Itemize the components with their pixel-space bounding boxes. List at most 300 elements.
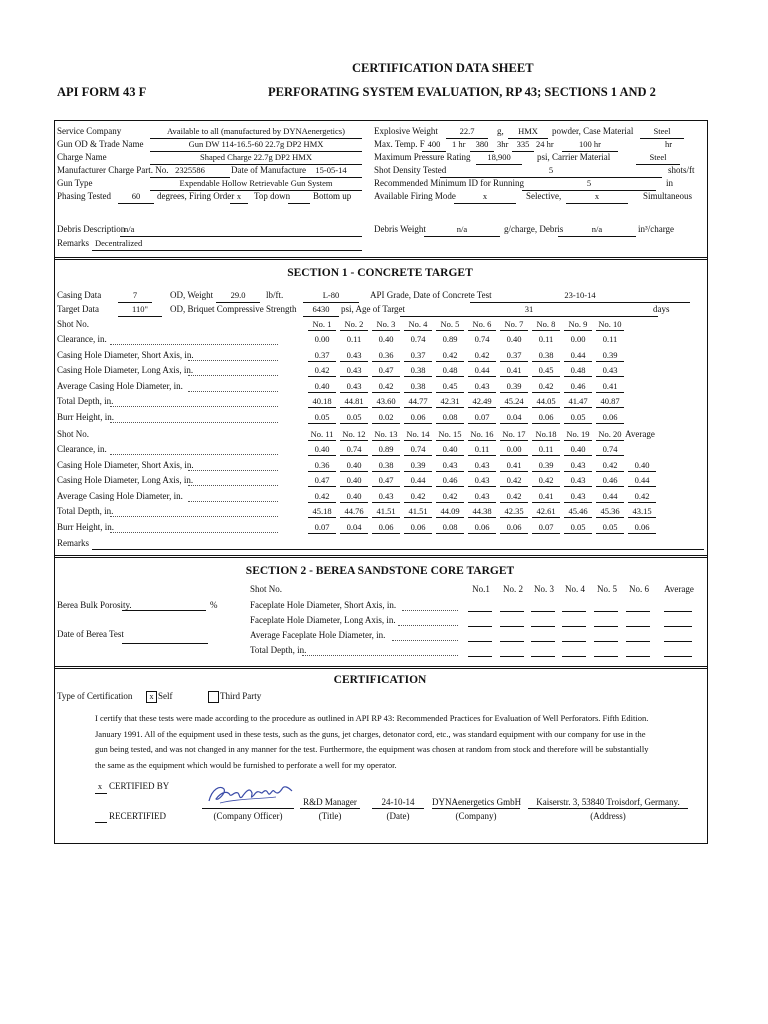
cell-a-avg_a-7: 0.39 (500, 382, 528, 393)
cell-b-depth_b-2: 44.76 (340, 507, 368, 518)
max-temp-3: 335 (516, 139, 530, 149)
certification-statement: I certify that these tests were made according to the procedure as outlined in API RP 43: Recommended Practices for Evaluation of Well Perforators. Fifth Edition. January 1991. All of the equipment used in these tests, such as the guns, jet charges, detonator cord, etc., was standard equipment with our company for use in the gun being tested, and was not changed in any manner for the test. Furthermore, the equipment was chosen at random from stock and therefore will be substantially the same as the equipment which would be furnished to perforate a well for my operator. (95, 713, 649, 770)
s2-blank-4-6[interactable] (626, 656, 650, 657)
cell-a-shots_a-4: No. 4 (404, 320, 432, 331)
cell-a-long_a-8: 0.45 (532, 366, 560, 377)
cell-a-depth_a-7: 45.24 (500, 397, 528, 408)
casing-od-value: 7 (132, 290, 138, 300)
carrier-material-value: Steel (649, 152, 667, 162)
mfr-part-value: 2325586 (175, 165, 205, 175)
company-caption: (Company) (455, 811, 497, 821)
firing-mode-mark-1: x (482, 191, 488, 201)
type-of-certification-label: Type of Certification (57, 691, 133, 701)
psi-age-label: psi, Age of Target (341, 304, 406, 314)
cell-b-depth_b-5: 44.09 (436, 507, 464, 518)
cell-a-long_a-7: 0.41 (500, 366, 528, 377)
officer-caption: (Company Officer) (213, 811, 283, 821)
cell-b-clearance_b-5: 0.40 (436, 445, 464, 456)
service-company-label: Service Company (57, 126, 122, 136)
casing-grade-value: L-80 (322, 290, 340, 300)
cell-a-clearance_a-4: 0.74 (410, 334, 426, 344)
cell-a-shots_a-1: No. 1 (308, 320, 336, 331)
phasing-value: 60 (131, 191, 141, 201)
cell-b-shots_b-1: No. 11 (308, 430, 336, 441)
s2-blank-3-1[interactable] (468, 641, 492, 642)
s2-blank-4-3[interactable] (531, 656, 555, 657)
cell-b-long_b-9: 0.43 (564, 476, 592, 487)
cell-a-avg_a-1: 0.40 (308, 382, 336, 393)
row-label-clearance: Clearance, in. (57, 334, 107, 344)
service-company-value: Available to all (manufactured by DYNAenergetics) (167, 126, 345, 136)
cell-a-avg_a-10: 0.41 (596, 382, 624, 393)
cell-a-depth_a-4: 44.77 (404, 397, 432, 408)
cell-b-depth_b-8: 42.61 (532, 507, 560, 518)
mfr-part-label: Manufacturer Charge Part. No. (57, 165, 169, 175)
signature (206, 781, 296, 811)
row-label-burr-b: Burr Height, in. (57, 522, 114, 532)
cell-b-clearance_b-9: 0.40 (564, 445, 592, 456)
cell-b-clearance_b-2: 0.74 (340, 445, 368, 456)
cell-a-short_a-4: 0.37 (404, 351, 432, 362)
cell-a-short_a-3: 0.36 (372, 351, 400, 362)
cell-a-shots_a-9: No. 9 (564, 320, 592, 331)
debris-weight-value: n/a (456, 224, 468, 234)
cell-a-burr_a-3: 0.02 (372, 413, 400, 424)
cell-a-shots_a-8: No. 8 (532, 320, 560, 331)
cell-b-avg_b-3: 0.43 (372, 492, 400, 503)
s2-col-6: No. 6 (629, 584, 649, 594)
cell-a-shots_a-3: No. 3 (372, 320, 400, 331)
cell-b-long_b-10: 0.46 (596, 476, 624, 487)
cell-b-short_b-1: 0.36 (308, 461, 336, 472)
cell-a-short_a-8: 0.38 (532, 351, 560, 362)
cell-a-long_a-4: 0.38 (404, 366, 432, 377)
cell-a-clearance_a-3: 0.40 (378, 334, 394, 344)
cell-a-long_a-5: 0.48 (436, 366, 464, 377)
cell-b-long_b-7: 0.42 (500, 476, 528, 487)
cell-a-shots_a-10: No. 10 (596, 320, 624, 331)
recertified-label: RECERTIFIED (109, 811, 166, 821)
s2-col-5: No. 5 (597, 584, 617, 594)
s2-blank-4-2[interactable] (500, 656, 524, 657)
cell-b-long_b-4: 0.44 (404, 476, 432, 487)
target-data-label: Target Data (57, 304, 99, 314)
explosive-weight-value: 22.7 (459, 126, 475, 136)
gun-type-value: Expendable Hollow Retrievable Gun System (179, 178, 333, 188)
target-od-value: 110" (132, 304, 148, 314)
cell-b-burr_b-1: 0.07 (308, 523, 336, 534)
debris-desc-value: n/a (124, 224, 135, 234)
cell-a-avg_a-9: 0.46 (564, 382, 592, 393)
max-temp-2: 380 (475, 139, 489, 149)
form-id: API FORM 43 F (57, 85, 147, 99)
cell-a-short_a-1: 0.37 (308, 351, 336, 362)
section1-title: SECTION 1 - CONCRETE TARGET (287, 267, 473, 279)
cell-a-burr_a-6: 0.07 (468, 413, 496, 424)
cell-b-avg_b-11: 0.42 (628, 492, 656, 503)
cell-a-clearance_a-1: 0.00 (314, 334, 330, 344)
cell-a-shots_a-5: No. 5 (436, 320, 464, 331)
cell-a-clearance_a-6: 0.74 (474, 334, 490, 344)
row-label-short-axis: Casing Hole Diameter, Short Axis, in. (57, 350, 194, 360)
row-label-average-b: Average Casing Hole Diameter, in. (57, 491, 183, 501)
s2-col-1: No.1 (472, 584, 490, 594)
s2-blank-1-6[interactable] (626, 611, 650, 612)
cell-a-burr_a-7: 0.04 (500, 413, 528, 424)
address-value: Kaiserstr. 3, 53840 Troisdorf, Germany. (536, 797, 680, 807)
cell-b-depth_b-3: 41.51 (372, 507, 400, 518)
cell-b-short_b-5: 0.43 (436, 461, 464, 472)
briquet-strength-value: 6430 (312, 304, 330, 314)
concrete-test-date-value: 23-10-14 (564, 290, 596, 300)
case-material-value: Steel (653, 126, 671, 136)
cell-a-long_a-6: 0.44 (468, 366, 496, 377)
cell-a-depth_a-3: 43.60 (372, 397, 400, 408)
cell-b-burr_b-8: 0.07 (532, 523, 560, 534)
berea-porosity-label: Berea Bulk Porosity. (57, 600, 132, 610)
cell-a-long_a-9: 0.48 (564, 366, 592, 377)
s2-blank-3-6[interactable] (626, 641, 650, 642)
company-value: DYNAenergetics GmbH (432, 797, 522, 807)
cell-b-clearance_b-3: 0.89 (372, 445, 400, 456)
gun-od-label: Gun OD & Trade Name (57, 139, 144, 149)
max-temp-1-unit: 1 hr (452, 139, 466, 149)
debris-weight-label: Debris Weight (374, 224, 426, 234)
row-label-total-depth-b: Total Depth, in. (57, 506, 114, 516)
s2-blank-1-5[interactable] (594, 611, 618, 612)
s2-blank-2-3[interactable] (531, 626, 555, 627)
in-label: in (666, 178, 674, 188)
s2-blank-2-2[interactable] (500, 626, 524, 627)
self-checkbox[interactable]: x (146, 691, 157, 703)
cell-b-long_b-11: 0.44 (628, 476, 656, 487)
cell-a-clearance_a-10: 0.11 (602, 334, 618, 344)
cell-a-long_a-10: 0.43 (596, 366, 624, 377)
s2-row-short-axis: Faceplate Hole Diameter, Short Axis, in. (250, 600, 397, 610)
cell-b-clearance_b-8: 0.11 (532, 445, 560, 456)
s2-col-2: No. 2 (503, 584, 523, 594)
cell-a-shots_a-7: No. 7 (500, 320, 528, 331)
cell-a-depth_a-10: 40.87 (596, 397, 624, 408)
cell-a-avg_a-4: 0.38 (404, 382, 432, 393)
cell-b-avg_b-2: 0.40 (340, 492, 368, 503)
row-label-shot-no: Shot No. (57, 319, 90, 329)
date-value: 24-10-14 (381, 797, 415, 807)
row-label-average: Average Casing Hole Diameter, in. (57, 381, 183, 391)
s2-blank-3-3[interactable] (531, 641, 555, 642)
s2-row-average: Average Faceplate Hole Diameter, in. (250, 630, 386, 640)
max-pressure-label: Maximum Pressure Rating (374, 152, 471, 162)
s2-blank-3-7[interactable] (664, 641, 692, 642)
cell-b-shots_b-8: No.18 (532, 430, 560, 441)
powder-case-label: powder, Case Material (552, 126, 634, 136)
max-temp-1: 400 (427, 139, 441, 149)
third-party-checkbox[interactable] (208, 691, 219, 703)
cell-b-shots_b-10: No. 20 (596, 430, 624, 441)
cell-b-depth_b-9: 45.46 (564, 507, 592, 518)
cell-b-depth_b-7: 42.35 (500, 507, 528, 518)
api-grade-label: API Grade, Date of Concrete Test (370, 290, 492, 300)
cell-b-burr_b-5: 0.08 (436, 523, 464, 534)
row-label-long-axis: Casing Hole Diameter, Long Axis, in. (57, 365, 194, 375)
s2-blank-1-1[interactable] (468, 611, 492, 612)
s2-row-long-axis: Faceplate Hole Diameter, Long Axis, in. (250, 615, 396, 625)
cell-b-depth_b-6: 44.38 (468, 507, 496, 518)
firing-order-mark: x (236, 191, 242, 201)
cell-b-shots_b-4: No. 14 (404, 430, 432, 441)
od-briquet-label: OD, Briquet Compressive Strength (170, 304, 297, 314)
row-label-total-depth: Total Depth, in. (57, 396, 114, 406)
s2-blank-3-2[interactable] (500, 641, 524, 642)
explosive-g-label: g, (497, 126, 504, 136)
s2-col-7: Average (664, 584, 694, 594)
date-berea-label: Date of Berea Test (57, 629, 124, 639)
cell-b-short_b-8: 0.39 (532, 461, 560, 472)
s2-blank-4-5[interactable] (594, 656, 618, 657)
rec-min-id-value: 5 (586, 178, 592, 188)
cell-b-short_b-6: 0.43 (468, 461, 496, 472)
cell-a-clearance_a-9: 0.00 (570, 334, 586, 344)
cell-b-clearance_b-4: 0.74 (404, 445, 432, 456)
cell-a-avg_a-3: 0.42 (372, 382, 400, 393)
cell-b-shots_b-3: No. 13 (372, 430, 400, 441)
cell-a-long_a-2: 0.43 (340, 366, 368, 377)
cell-a-depth_a-8: 44.05 (532, 397, 560, 408)
row-label-clearance-b: Clearance, in. (57, 444, 107, 454)
cell-b-avg_b-6: 0.43 (468, 492, 496, 503)
cell-b-avg_b-7: 0.42 (500, 492, 528, 503)
charge-name-value: Shaped Charge 22.7g DP2 HMX (200, 152, 312, 162)
in3-charge-label: in³/charge (638, 224, 675, 234)
s2-blank-2-5[interactable] (594, 626, 618, 627)
form-title-line-2: PERFORATING SYSTEM EVALUATION, RP 43; SECTIONS 1 AND 2 (268, 85, 656, 99)
cell-b-burr_b-4: 0.06 (404, 523, 432, 534)
max-temp-2-unit: 3hr (497, 139, 509, 149)
certification-title: CERTIFICATION (333, 674, 427, 686)
cell-b-burr_b-2: 0.04 (340, 523, 368, 534)
date-mfr-value: 15-05-14 (315, 165, 347, 175)
cell-a-short_a-6: 0.42 (468, 351, 496, 362)
explosive-type-value: HMX (518, 126, 538, 136)
remarks-value: Decentralized (95, 238, 143, 248)
s2-blank-1-2[interactable] (500, 611, 524, 612)
casing-weight-value: 29.0 (230, 290, 246, 300)
max-temp-4: 100 hr (579, 139, 601, 149)
shot-density-value: 5 (548, 165, 554, 175)
cell-b-avg_b-4: 0.42 (404, 492, 432, 503)
cell-a-burr_a-1: 0.05 (308, 413, 336, 424)
rec-min-id-label: Recommended Minimum ID for Running (374, 178, 524, 188)
debris-2-value: n/a (591, 224, 603, 234)
max-temp-label: Max. Temp. F (374, 139, 425, 149)
explosive-weight-label: Explosive Weight (374, 126, 438, 136)
cell-b-avg_b-5: 0.42 (436, 492, 464, 503)
bottom-up-label: Bottom up (313, 191, 352, 201)
row-label-long-axis-b: Casing Hole Diameter, Long Axis, in. (57, 475, 194, 485)
s2-blank-1-4[interactable] (562, 611, 586, 612)
cell-b-short_b-7: 0.41 (500, 461, 528, 472)
charge-name-label: Charge Name (57, 152, 107, 162)
cell-a-shots_a-6: No. 6 (468, 320, 496, 331)
cell-b-long_b-5: 0.46 (436, 476, 464, 487)
cell-b-avg_b-9: 0.43 (564, 492, 592, 503)
third-party-label: Third Party (220, 691, 262, 701)
cell-a-burr_a-4: 0.06 (404, 413, 432, 424)
date-caption: (Date) (386, 811, 410, 821)
self-label: Self (158, 691, 173, 701)
date-mfr-label: Date of Manufacture (231, 165, 306, 175)
cell-a-depth_a-6: 42.49 (468, 397, 496, 408)
cell-a-burr_a-2: 0.05 (340, 413, 368, 424)
row-label-short-axis-b: Casing Hole Diameter, Short Axis, in. (57, 460, 194, 470)
cell-b-shots_b-9: No. 19 (564, 430, 592, 441)
cell-b-avg_b-10: 0.44 (596, 492, 624, 503)
percent-label: % (210, 600, 218, 610)
cell-a-burr_a-8: 0.06 (532, 413, 560, 424)
cell-a-long_a-3: 0.47 (372, 366, 400, 377)
s2-blank-4-7[interactable] (664, 656, 692, 657)
cell-b-depth_b-4: 41.51 (404, 507, 432, 518)
cell-b-short_b-2: 0.40 (340, 461, 368, 472)
s2-blank-2-6[interactable] (626, 626, 650, 627)
psi-carrier-label: psi, Carrier Material (537, 152, 611, 162)
title-caption: (Title) (318, 811, 342, 821)
cell-a-burr_a-10: 0.06 (596, 413, 624, 424)
cell-a-short_a-10: 0.39 (596, 351, 624, 362)
phasing-label: Phasing Tested (57, 191, 111, 201)
s2-col-3: No. 3 (534, 584, 554, 594)
cell-a-clearance_a-7: 0.40 (506, 334, 522, 344)
cell-b-long_b-3: 0.47 (372, 476, 400, 487)
cell-a-avg_a-8: 0.42 (532, 382, 560, 393)
title-value: R&D Manager (303, 797, 357, 807)
firing-mode-mark-2: x (594, 191, 600, 201)
cell-a-shots_a-2: No. 2 (340, 320, 368, 331)
max-pressure-value: 18,900 (487, 152, 511, 162)
cell-a-burr_a-5: 0.08 (436, 413, 464, 424)
cell-a-clearance_a-2: 0.11 (346, 334, 362, 344)
s2-col-4: No. 4 (565, 584, 585, 594)
gun-type-label: Gun Type (57, 178, 93, 188)
cell-a-long_a-1: 0.42 (308, 366, 336, 377)
row-label-burr: Burr Height, in. (57, 412, 114, 422)
cell-a-short_a-9: 0.44 (564, 351, 592, 362)
s2-blank-3-5[interactable] (594, 641, 618, 642)
address-caption: (Address) (590, 811, 626, 821)
cell-b-burr_b-10: 0.05 (596, 523, 624, 534)
cell-b-burr_b-6: 0.06 (468, 523, 496, 534)
cell-b-long_b-8: 0.42 (532, 476, 560, 487)
s2-blank-4-4[interactable] (562, 656, 586, 657)
cell-b-shots_b-2: No. 12 (340, 430, 368, 441)
cell-a-depth_a-1: 40.18 (308, 397, 336, 408)
cell-b-burr_b-9: 0.05 (564, 523, 592, 534)
cell-b-shots_b-6: No. 16 (468, 430, 496, 441)
cell-b-burr_b-7: 0.06 (500, 523, 528, 534)
cell-a-clearance_a-5: 0.89 (442, 334, 458, 344)
top-down-label: Top down (254, 191, 291, 201)
cell-b-burr_b-3: 0.06 (372, 523, 400, 534)
cell-b-depth_b-1: 45.18 (308, 507, 336, 518)
signature-icon (206, 781, 296, 807)
shots-ft-label: shots/ft (668, 165, 695, 175)
max-temp-4-unit: hr (665, 139, 673, 149)
cell-b-avg_b-1: 0.42 (308, 492, 336, 503)
cell-a-short_a-5: 0.42 (436, 351, 464, 362)
s2-blank-1-3[interactable] (531, 611, 555, 612)
days-label: days (653, 304, 670, 314)
cell-b-short_b-4: 0.39 (404, 461, 432, 472)
s2-blank-1-7[interactable] (664, 611, 692, 612)
cell-b-clearance_b-1: 0.40 (308, 445, 336, 456)
shot-no-label-s2: Shot No. (250, 584, 283, 594)
cell-b-depth_b-11: 43.15 (628, 507, 656, 518)
cell-a-depth_a-2: 44.81 (340, 397, 368, 408)
cell-b-short_b-11: 0.40 (628, 461, 656, 472)
degrees-firing-label: degrees, Firing Order (157, 191, 235, 201)
s2-blank-2-4[interactable] (562, 626, 586, 627)
form-title-line-1: CERTIFICATION DATA SHEET (352, 61, 534, 75)
shot-density-label: Shot Density Tested (374, 165, 447, 175)
section2-title: SECTION 2 - BEREA SANDSTONE CORE TARGET (245, 565, 515, 577)
firing-mode-label: Available Firing Mode (374, 191, 456, 201)
cell-b-short_b-10: 0.42 (596, 461, 624, 472)
cell-a-short_a-2: 0.43 (340, 351, 368, 362)
cell-b-avg_b-8: 0.41 (532, 492, 560, 503)
age-of-target-value: 31 (524, 304, 534, 314)
cell-a-depth_a-9: 41.47 (564, 397, 592, 408)
cell-a-avg_a-5: 0.45 (436, 382, 464, 393)
s2-row-total-depth: Total Depth, in. (250, 645, 307, 655)
remarks-label: Remarks (57, 238, 89, 248)
lbft-label: lb/ft. (266, 290, 284, 300)
cell-b-clearance_b-10: 0.74 (596, 445, 624, 456)
cell-b-depth_b-10: 45.36 (596, 507, 624, 518)
cell-a-depth_a-5: 42.31 (436, 397, 464, 408)
row-label-shot-no-b: Shot No. (57, 429, 90, 439)
max-temp-3-unit: 24 hr (536, 139, 554, 149)
s2-blank-4-1[interactable] (468, 656, 492, 657)
cell-b-long_b-2: 0.40 (340, 476, 368, 487)
cell-b-shots_b-5: No. 15 (436, 430, 464, 441)
cell-b-clearance_b-7: 0.00 (500, 445, 528, 456)
cell-b-clearance_b-6: 0.11 (468, 445, 496, 456)
cell-b-short_b-9: 0.43 (564, 461, 592, 472)
od-weight-label: OD, Weight (170, 290, 214, 300)
section1-remarks-label: Remarks (57, 538, 89, 548)
cell-a-burr_a-9: 0.05 (564, 413, 592, 424)
s2-blank-2-7[interactable] (664, 626, 692, 627)
casing-data-label: Casing Data (57, 290, 102, 300)
certified-mark: x (97, 781, 103, 791)
cell-a-avg_a-6: 0.43 (468, 382, 496, 393)
simultaneous-label: Simultaneous (643, 191, 692, 201)
cell-a-avg_a-2: 0.43 (340, 382, 368, 393)
cell-a-short_a-7: 0.37 (500, 351, 528, 362)
gun-od-value: Gun DW 114-16.5-60 22.7g DP2 HMX (188, 139, 324, 149)
certified-by-label: CERTIFIED BY (109, 781, 170, 791)
s2-blank-3-4[interactable] (562, 641, 586, 642)
selective-label: Selective, (526, 191, 562, 201)
cell-b-shots_b-7: No. 17 (500, 430, 528, 441)
cell-b-long_b-1: 0.47 (308, 476, 336, 487)
cell-a-clearance_a-8: 0.11 (538, 334, 554, 344)
cell-b-burr_b-11: 0.06 (628, 523, 656, 534)
debris-desc-label: Debris Description (57, 224, 126, 234)
cell-b-long_b-6: 0.43 (468, 476, 496, 487)
s2-blank-2-1[interactable] (468, 626, 492, 627)
g-charge-debris-label: g/charge, Debris (504, 224, 564, 234)
